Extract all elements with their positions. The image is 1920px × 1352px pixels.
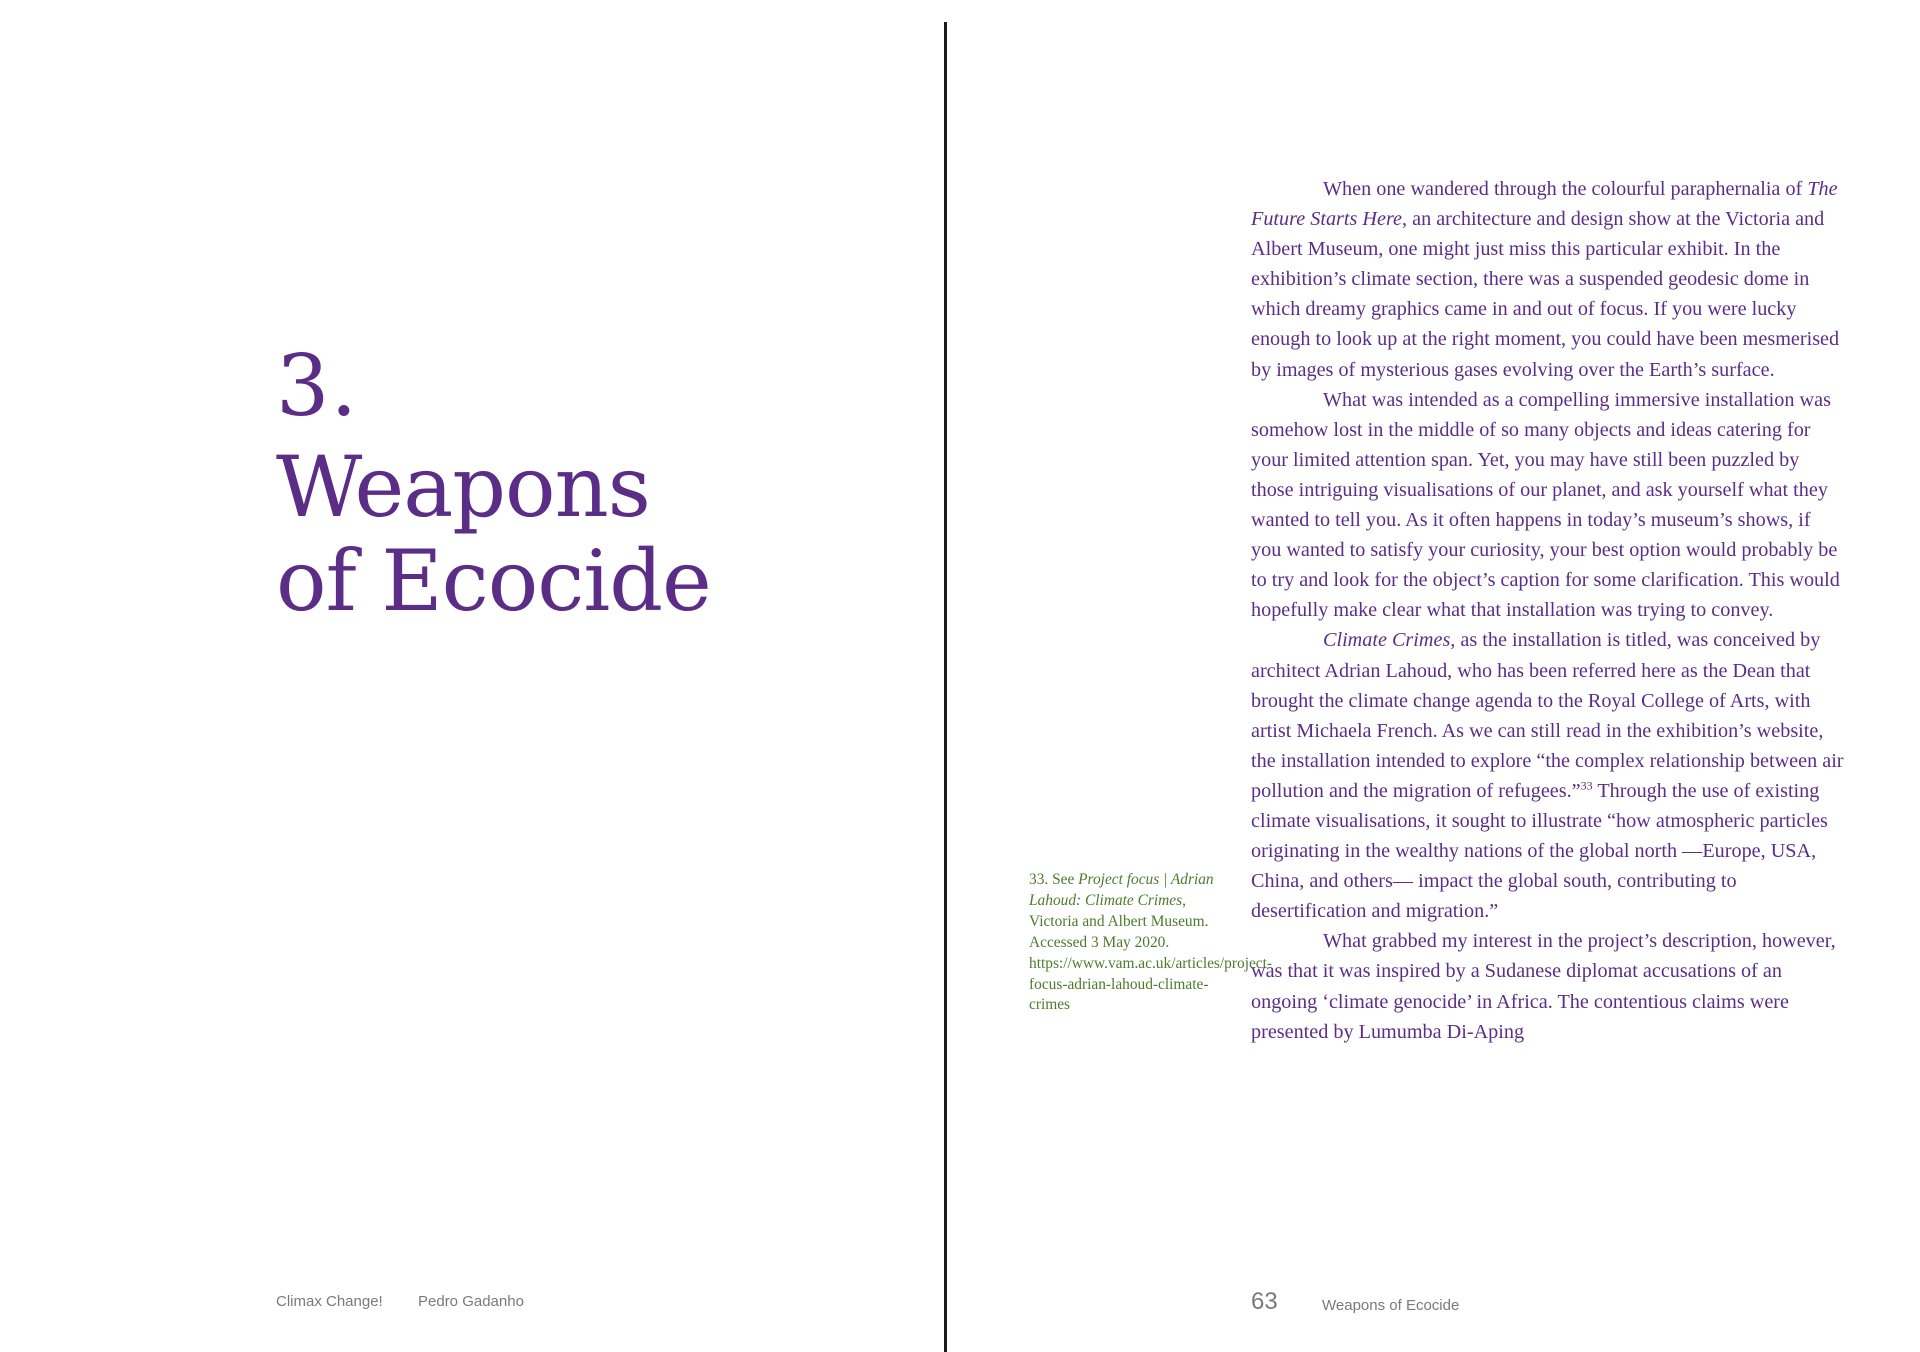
paragraph-1-lead: When one wandered through the colourful paraphernalia of bbox=[1323, 178, 1808, 200]
page-gutter-divider bbox=[944, 22, 947, 1352]
paragraph-3 bbox=[1251, 625, 1845, 926]
sidenote-suffix: , Victoria and Albert Museum. Accessed 3 May 2020. https://www.vam.ac.uk/articles/project-focus-adrian-lahoud-climate-crimes bbox=[1029, 891, 1273, 1014]
paragraph-4: What grabbed my interest in the project’s description, however, was that it was inspired by a Sudanese diplomat accusations of an ongoing ‘climate genocide’ in Africa. The contentious claims were presented by Lumumba Di-Aping bbox=[1251, 930, 1836, 1043]
paragraph-3-body: as the installation is titled, was conceived by architect Adrian Lahoud, who has been referred here as the Dean that brought the climate change agenda to the Royal College of Arts, with artist Michaela French. As we can still read in the exhibition’s website, the installation intended to explore “the complex relationship between air pollution and the migration of refugees.” bbox=[1251, 629, 1844, 802]
paragraph-2: What was intended as a compelling immersive installation was somehow lost in the middle of so many objects and ideas catering for your limited attention span. Yet, you may have still been puzzled by those intriguing visualisations of our planet, and ask yourself what they wanted to tell you. As it often happens in today’s museum’s shows, if you wanted to satisfy your curiosity, your best option would probably be to try and look for the object’s caption for some clarification. This would hopefully make clear what that installation was trying to convey. bbox=[1251, 388, 1840, 622]
sidenote-33 bbox=[1029, 870, 1273, 1016]
page-number: 63 bbox=[1251, 1288, 1278, 1315]
sidenote-prefix: 33. See bbox=[1029, 871, 1079, 888]
left-page bbox=[0, 0, 945, 1352]
body-text bbox=[1251, 174, 1845, 1047]
footer-book-title: Climax Change! bbox=[276, 1293, 383, 1310]
chapter-title bbox=[276, 440, 836, 628]
chapter-title-line-1: Weapons bbox=[276, 438, 650, 536]
sidenote-source-title: Project focus | Adrian Lahoud: Climate Crimes bbox=[1029, 871, 1214, 909]
installation-title: Climate Crimes, bbox=[1323, 629, 1456, 652]
footnote-ref-33: 33 bbox=[1580, 778, 1593, 793]
chapter-number: 3. bbox=[276, 337, 359, 435]
exhibition-title: The Future Starts Here bbox=[1251, 178, 1838, 231]
paragraph-1 bbox=[1251, 174, 1845, 385]
footer-chapter-title: Weapons of Ecocide bbox=[1322, 1297, 1460, 1314]
footer-author: Pedro Gadanho bbox=[418, 1293, 524, 1310]
paragraph-1-rest: , an architecture and design show at the Victoria and Albert Museum, one might just miss this particular exhibit. In the exhibition’s climate section, there was a suspended geodesic dome in which dreamy graphics came in and out of focus. If you were lucky enough to look up at the right moment, you could have been mesmerised by images of mysterious gases evolving over the Earth’s surface. bbox=[1251, 208, 1840, 381]
chapter-title-line-2: of Ecocide bbox=[276, 532, 711, 630]
paragraph-3-rest: Through the use of existing climate visualisations, it sought to illustrate “how atmospheric particles originating in the wealthy nations of the global north —Europe, USA, China, and others— impact the global south, contributing to desertification and migration.” bbox=[1251, 779, 1828, 923]
